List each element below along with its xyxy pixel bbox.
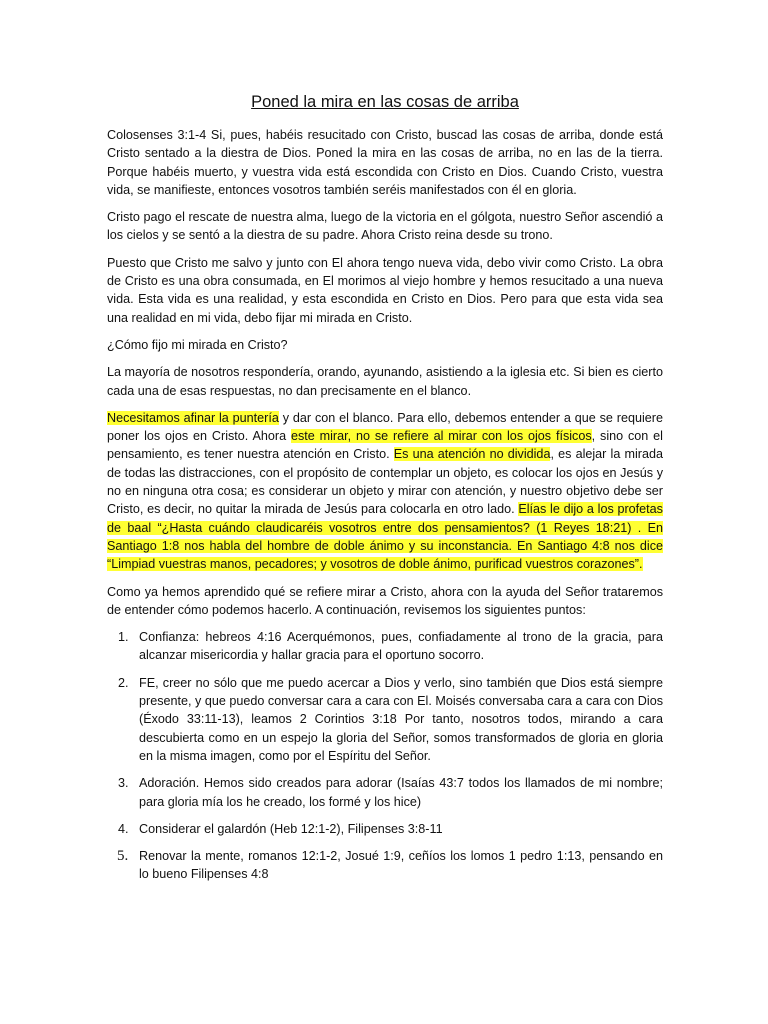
paragraph-nueva-vida: Puesto que Cristo me salvo y junto con El ahora tengo nueva vida, debo vivir como Cristo. La obra de Cristo es una obra consumada, en El morimos al viejo hombre y hemos resucitado a una nueva vida. Esta vida es una realidad, y esta escondida en Cristo en Dios. Pero para que esta vida sea una realidad en mi vida, debo fijar mi mirada en Cristo. [107, 255, 663, 325]
list-item-fe: 2. FE, creer no sólo que me puedo acercar a Dios y verlo, sino también que Dios está siempre presente, y que puedo conversar cara a cara con El. Moisés conversaba cara a cara con Dios (Éxodo 33:11-13), leamos 2 Corintios 3:18 Por tanto, nosotros todos, mirando a cara descubierta como en un espejo la gloria del Señor, somos transformados de gloria en gloria en la misma imagen, como por el Espíritu del Señor. [132, 674, 663, 765]
list-item-renovar: 5. Renovar la mente, romanos 12:1-2, Josué 1:9, ceñíos los lomos 1 pedro 1:13, pensando en lo bueno Filipenses 4:8 [132, 847, 663, 884]
page-title: Poned la mira en las cosas de arriba [251, 93, 519, 111]
highlight-elias: Elías le dijo a los profetas de baal “¿Hasta cuándo claudicaréis vosotros entre dos pensamientos? (1 Reyes 18:21) . En Santiago 1:8 nos habla del hombre de doble ánimo y su inconstancia. En Santiago 4:8 nos dice “Limpiad vuestras manos, pecadores; y vosotros de doble ánimo, purificad vuestros corazones”. [107, 502, 663, 572]
points-list [107, 628, 663, 884]
list-item-confianza: 1. Confianza: hebreos 4:16 Acerquémonos, pues, confiadamente al trono de la gracia, para alcanzar misericordia y hallar gracia para el oportuno socorro. [132, 628, 663, 665]
list-item-adoracion: 3. Adoración. Hemos sido creados para adorar (Isaías 43:7 todos los llamados de mi nombre; para gloria mía los he creado, los formé y los hice) [132, 774, 663, 811]
list-item-galardon: 4. Considerar el galardón (Heb 12:1-2), Filipenses 3:8-11 [132, 820, 663, 838]
paragraph-intro-puntos: Como ya hemos aprendido qué se refiere mirar a Cristo, ahora con la ayuda del Señor trataremos de entender cómo podemos hacerlo. A continuación, revisemos los siguientes puntos: [107, 584, 663, 617]
highlight-punteria: Necesitamos afinar la puntería [107, 410, 279, 425]
paragraph-colosenses: Colosenses 3:1-4 Si, pues, habéis resucitado con Cristo, buscad las cosas de arriba, donde está Cristo sentado a la diestra de Dios. Poned la mira en las cosas de arriba, no en las de la tierra. Porque habéis muerto, y vuestra vida está escondida con Cristo en Dios. Cuando Cristo, vuestra vida, se manifieste, entonces vosotros también seréis manifestados con él en gloria. [107, 128, 663, 197]
text-segment: , es alejar la mirada de todas las distracciones, con el propósito de contemplar un objeto, es colocar los ojos en Jesús y no en ninguna otra cosa; es considerar un objeto y mirar con atención, y nuestro objetivo debe ser Cristo, es decir, no quitar la mirada de Jesús para colocarla en otro lado. [107, 447, 663, 517]
paragraph-respuestas: La mayoría de nosotros respondería, orando, ayunando, asistiendo a la iglesia etc. Si bien es cierto cada una de esas respuestas, no dan precisamente en el blanco. [107, 365, 663, 398]
paragraph-rescate: Cristo pago el rescate de nuestra alma, luego de la victoria en el gólgota, nuestro Señor ascendió a los cielos y se sentó a la diestra de su padre. Ahora Cristo reina desde su trono. [107, 210, 663, 243]
highlight-atencion: Es una atención no dividida [393, 447, 551, 462]
text-segment: , sino con el pensamiento, es tener nuestra atención en Cristo. [107, 429, 663, 462]
text-segment: y dar con el blanco. Para ello, debemos entender a que se requiere poner los ojos en Cristo. Ahora [107, 410, 663, 444]
question-heading: ¿Cómo fijo mi mirada en Cristo? [107, 337, 288, 352]
highlight-ojos-fisicos: este mirar, no se refiere al mirar con los ojos físicos [290, 429, 592, 444]
paragraph-punteria [107, 409, 663, 574]
